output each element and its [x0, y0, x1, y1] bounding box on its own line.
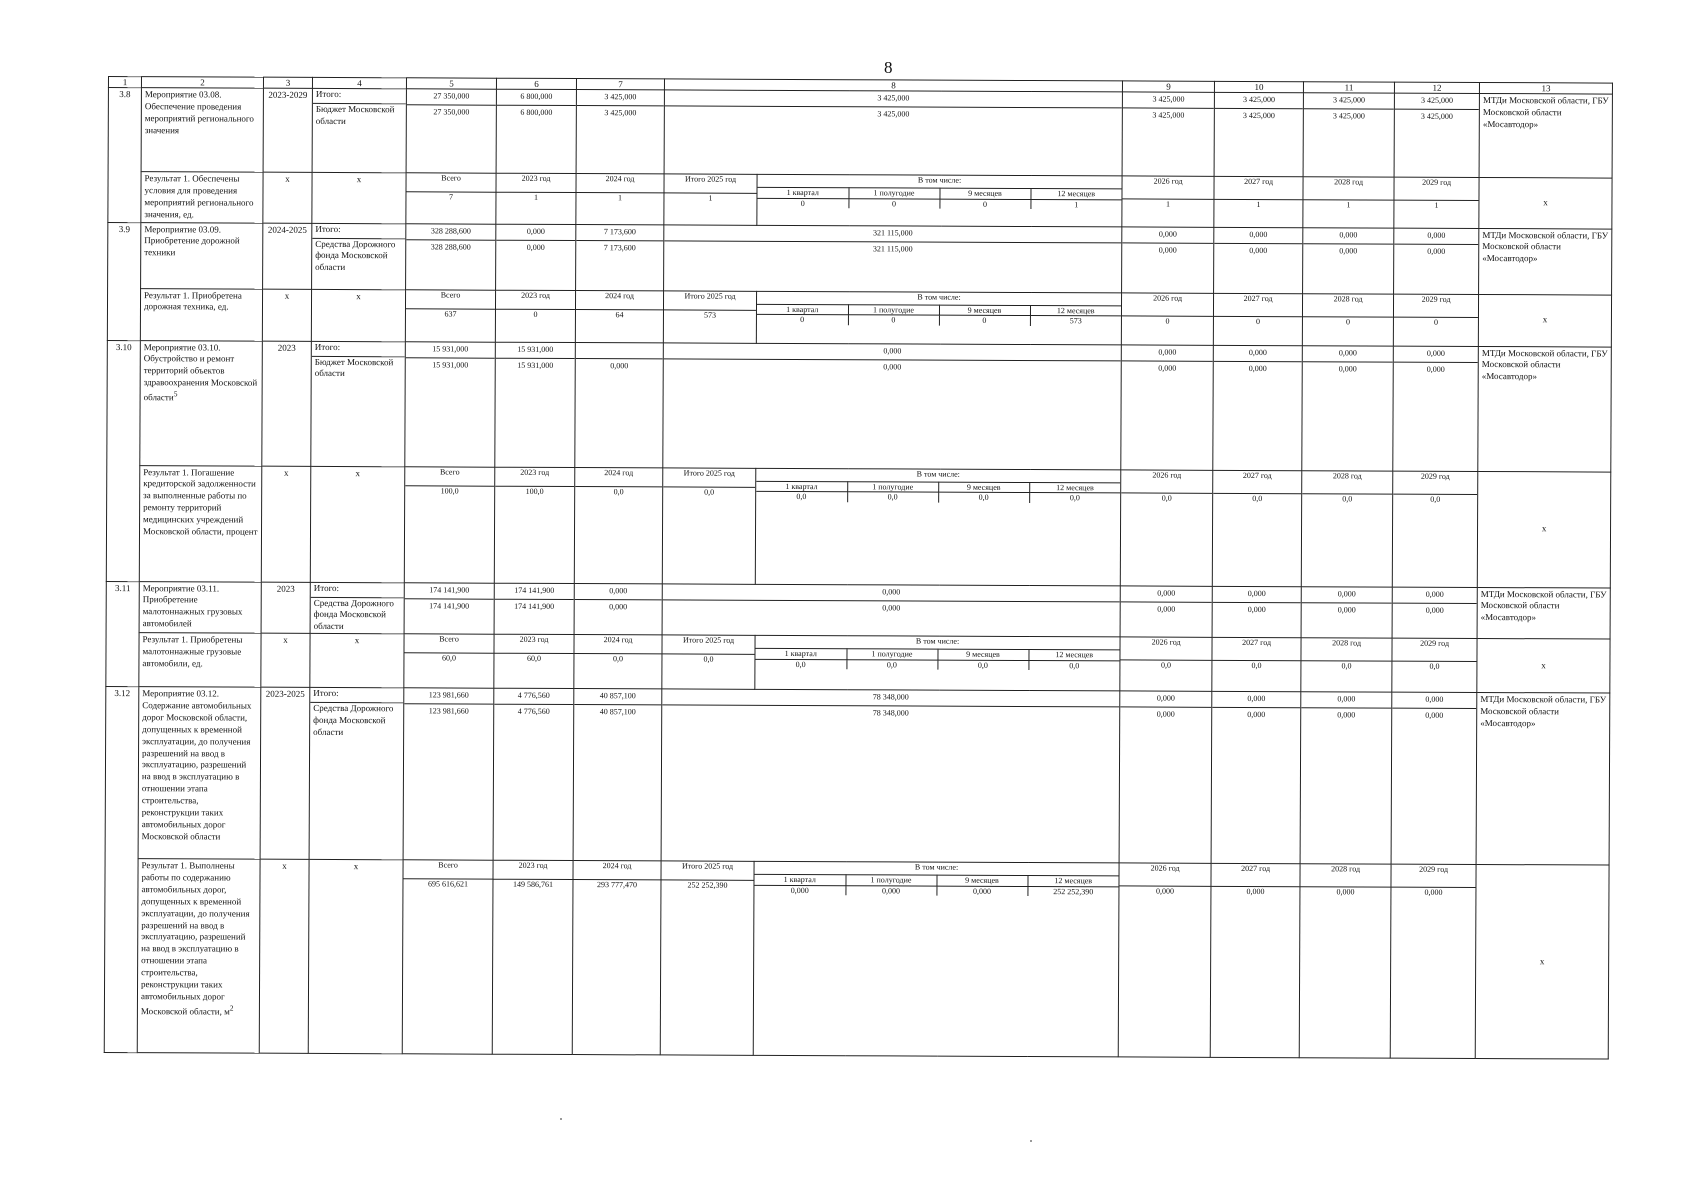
col-number: 1	[108, 77, 141, 88]
result-value: 0,0	[1121, 492, 1212, 502]
amount-total-line: 0,000	[1301, 692, 1391, 708]
result-value: 0,0	[1212, 660, 1300, 670]
amount-total-line: 27 350,000	[407, 89, 496, 105]
result-header: 2029 год	[1393, 639, 1477, 662]
result-value: 60,0	[494, 653, 573, 663]
event-title: Мероприятие 03.09. Приобретение дорожной техники	[141, 222, 263, 289]
amount-source-line: 40 857,100	[599, 707, 636, 717]
amount-source-line: 0,000	[1425, 710, 1444, 720]
result-header: 2023 год	[496, 174, 575, 193]
amount-total-line: 174 141,900	[495, 583, 574, 599]
funding-source: Итого: Бюджет Московской области	[311, 341, 406, 466]
result-value: 0,0	[575, 486, 662, 496]
amount-2025: 0,000 0,000	[662, 583, 1120, 637]
result-header: 2029 год	[1394, 294, 1478, 317]
result-value: 0,0	[1302, 493, 1392, 503]
result-header: 2026 год	[1121, 638, 1212, 661]
result-label: Результат 1. Выполнены работы по содержанию автомобильных дорог, допущенных к временной эксплуатации, до получения разрешений на ввод в эксплуатацию, разрешений на ввод в эксплуатацию в отношении этапа строительства, реконструкции таких автомобильных дорог Московской области, $м^2$	[137, 859, 260, 1054]
result-value: 573	[664, 309, 756, 319]
amount-source-line: 7 173,600	[603, 242, 636, 252]
result-value: 0,0	[1393, 494, 1477, 504]
amount-source-line: 0,000	[610, 360, 629, 370]
funding-source: Итого: Средства Дорожного фонда Московской области	[310, 582, 404, 634]
funding-source: Итого: Средства Дорожного фонда Московской области	[312, 223, 406, 289]
amount-2025: 78 348,000 78 348,000	[661, 689, 1120, 863]
col-number: 6	[496, 78, 576, 89]
result-value: 0,0	[1392, 661, 1476, 671]
result-value: 1	[1303, 200, 1393, 210]
result-header: 2024 год	[576, 174, 663, 193]
event-row	[108, 222, 1612, 295]
amount-source-line: 15 931,000	[517, 360, 554, 370]
scan-speck	[560, 1118, 562, 1120]
amount-source-line: 174 141,900	[429, 600, 470, 611]
result-header: 2028 год	[1303, 294, 1393, 317]
result-value: 0	[1214, 316, 1302, 326]
col-number: 7	[576, 79, 664, 90]
amount-source-line: 0,000	[1247, 710, 1266, 720]
col-number: 12	[1394, 82, 1479, 93]
result-header: 2024 год	[575, 468, 662, 487]
result-header: Всего	[406, 173, 495, 192]
funding-source: Итого: Средства Дорожного фонда Московской области	[309, 688, 404, 860]
including-header: В том числе:	[757, 291, 1121, 305]
result-value: 0,0	[574, 654, 661, 664]
result-value: 0,000	[1391, 887, 1475, 897]
amount-source-line: 123 981,660	[428, 706, 469, 716]
event-period: 2023	[261, 582, 310, 634]
amount-total-line: 15 931,000	[406, 342, 495, 358]
amount-total-line: 0,000	[1121, 586, 1212, 602]
amount-source-line: 0,000	[609, 601, 628, 611]
x-mark: х	[308, 860, 403, 1054]
result-value: 149 586,761	[493, 879, 572, 889]
including-header: В том числе:	[755, 862, 1119, 876]
result-value: 1	[1214, 199, 1302, 209]
responsible-executor: МТДи Московской области, ГБУ Московской области «Мосавтодор»	[1476, 693, 1610, 866]
amount-source-line: 0,000	[1337, 604, 1356, 614]
amount-source-line: 0,000	[1248, 363, 1267, 373]
amount-total-line: 0,000	[1122, 345, 1213, 361]
result-header: Итого 2025 год	[663, 468, 755, 487]
amount-source-line: 15 931,000	[432, 359, 469, 370]
x-mark: х	[1475, 865, 1609, 1060]
responsible-executor: МТДи Московской области, ГБУ Московской области «Мосавтодор»	[1479, 93, 1612, 178]
result-value: 252 252,390	[661, 880, 753, 890]
result-value: 1	[1122, 199, 1213, 209]
col-number: 3	[263, 77, 312, 88]
amount-total-line: 6 800,000	[497, 90, 576, 106]
result-value: 100,0	[495, 486, 574, 496]
x-mark: х	[1478, 294, 1611, 347]
amount-total-line	[576, 343, 663, 359]
amount-total-line: 15 931,000	[496, 342, 575, 358]
event-period: 2024-2025	[263, 223, 312, 289]
result-value: 695 616,621	[403, 879, 492, 889]
event-title: Мероприятие 03.10. Обустройство и ремонт территорий объектов здравоохранения Московской области$^5$	[140, 340, 263, 466]
result-header: 2026 год	[1120, 864, 1211, 887]
result-header: 2023 год	[493, 861, 572, 880]
result-value: 60,0	[404, 653, 493, 663]
amount-source-line: 0,000	[1426, 364, 1445, 374]
x-mark: х	[261, 633, 310, 687]
amount-total-line: 0,000	[575, 584, 662, 600]
event-number: 3.11	[106, 581, 139, 687]
event-title: Мероприятие 03.11. Приобретение малотоннажных грузовых автомобилей	[139, 581, 261, 633]
event-number: 3.9	[107, 222, 141, 340]
result-header: Итого 2025 год	[661, 862, 753, 881]
col-number: 9	[1122, 81, 1214, 92]
result-header: 2029 год	[1392, 865, 1476, 888]
amount-total-line: 0,000	[1213, 586, 1301, 602]
amount-source-line: 27 350,000	[433, 107, 470, 117]
x-mark: х	[310, 466, 405, 582]
amount-source-line: 6 800,000	[520, 107, 553, 117]
responsible-executor: МТДи Московской области, ГБУ Московской области «Мосавтодор»	[1478, 346, 1612, 472]
amount-source-line: 3 425,000	[1332, 111, 1365, 121]
col-number: 4	[312, 77, 406, 88]
amount-total-line: 0,000	[1302, 587, 1392, 603]
result-header: 2028 год	[1302, 638, 1392, 661]
amount-source-line: 3 425,000	[1242, 110, 1275, 121]
amount-total-line: 3 425,000	[1215, 93, 1303, 109]
x-mark: х	[261, 466, 311, 582]
result-value: 0,000	[1119, 886, 1210, 896]
amount-total-line: 174 141,900	[405, 583, 494, 599]
result-header: 2026 год	[1121, 470, 1212, 493]
result-value: 1	[576, 193, 663, 203]
amount-total-line: 328 288,600	[406, 224, 495, 240]
result-header: Всего	[405, 467, 494, 486]
amount-source-line: 0,000	[1157, 604, 1176, 614]
event-row	[108, 88, 1612, 179]
x-mark: х	[262, 289, 311, 341]
x-mark: х	[1479, 177, 1612, 228]
result-row: Результат 1. Приобретены малотоннажные грузовые автомобили, ед. х х Всего 60,0 2023 год 60,0 2024 год 0,0 Итого 2025 год 0,0 В том числе: 1 квартал 1 полугодие 9 месяцев 12 месяцев 0,0 0,0 0,0 0,0 2026 год 0,0 2027 год 0,0 2028 год 0,0 2029 год 0,0 х	[106, 633, 1610, 694]
funding-source: Итого: Бюджет Московской области	[312, 88, 406, 172]
page-number: 8	[884, 58, 893, 77]
result-value: 1	[1394, 200, 1478, 210]
result-value: 0	[1122, 315, 1213, 325]
result-header: 2029 год	[1395, 178, 1479, 201]
amount-source-line: 328 288,600	[430, 241, 471, 252]
result-value: 0,0	[663, 486, 755, 496]
amount-source-line: 174 141,900	[514, 601, 555, 611]
result-value: 0,0	[1301, 661, 1391, 671]
amount-total-line: 40 857,100	[574, 689, 661, 705]
event-period: 2023	[262, 341, 312, 466]
result-row: Результат 1. Погашение кредиторской задолженности за выполненные работы по ремонту территорий медицинских учреждений Московской области, процент х х Всего 100,0 2023 год 100,0 2024 год 0,0 Итого 2025 год 0,0 В том числе: 1 квартал 1 полугодие 9 месяцев 12 месяцев 0,0 0,0 0,0 0,0 2026 год 0,0 2027 год 0,0 2028 год 0,0 2029 год 0,0 х	[106, 465, 1611, 588]
result-header: Всего	[403, 860, 492, 879]
result-value: 100,0	[405, 485, 494, 495]
program-events-table	[104, 76, 1613, 1060]
x-mark: х	[312, 172, 406, 223]
amount-total-line: 0,000	[1214, 345, 1302, 361]
responsible-executor: МТДи Московской области, ГБУ Московской области «Мосавтодор»	[1477, 587, 1610, 639]
result-header: 2028 год	[1301, 864, 1391, 887]
result-value: 0	[1394, 317, 1478, 327]
col-number: 2	[141, 77, 263, 89]
amount-source-line: 0,000	[1158, 245, 1177, 255]
x-mark: х	[263, 172, 312, 223]
amount-source-line: 3 425,000	[1152, 110, 1185, 120]
result-header: 2024 год	[574, 635, 661, 654]
result-header: 2027 год	[1212, 864, 1300, 887]
result-header: 2028 год	[1302, 471, 1392, 494]
result-header: 2027 год	[1213, 470, 1301, 493]
event-row	[106, 581, 1610, 639]
amount-total-line: 3 425,000	[1395, 94, 1479, 110]
x-mark: х	[259, 859, 309, 1053]
amount-source-line: 0,000	[1247, 604, 1266, 614]
x-mark: х	[311, 289, 405, 341]
event-number: 3.8	[108, 88, 142, 223]
amount-total-line: 7 173,600	[576, 225, 663, 241]
amount-2025: 321 115,000 321 115,000	[664, 224, 1122, 292]
result-value: 0,000	[1211, 886, 1299, 896]
result-value: 64	[576, 309, 663, 319]
result-header: 2024 год	[576, 291, 663, 310]
amount-total-line: 0,000	[1120, 692, 1211, 708]
amount-total-line: 0,000	[1212, 692, 1300, 708]
result-value: 0,0	[662, 654, 754, 664]
result-header: 2027 год	[1213, 638, 1301, 661]
amount-total-line: 123 981,660	[404, 688, 493, 704]
amount-total-line: 0,000	[1214, 227, 1302, 243]
col-number: 5	[406, 78, 496, 89]
amount-source-line: 4 776,560	[517, 706, 550, 717]
amount-source-line: 0,000	[1339, 245, 1358, 255]
event-number: 3.12	[104, 687, 139, 1053]
amount-total-line: 0,000	[496, 224, 575, 240]
result-header: 2028 год	[1304, 177, 1394, 200]
amount-source-line: 0,000	[1156, 709, 1175, 719]
result-header: 2023 год	[495, 467, 574, 486]
result-header: 2027 год	[1214, 293, 1302, 316]
result-value: 0,000	[1300, 887, 1390, 897]
result-label: Результат 1. Обеспечены условия для проведения мероприятий регионального значения, ед.	[141, 172, 263, 223]
x-mark: х	[1477, 639, 1610, 694]
amount-source-line: 0,000	[1249, 245, 1268, 255]
event-row	[105, 687, 1610, 866]
event-period: 2023-2029	[263, 88, 312, 172]
result-value: 0	[496, 309, 575, 319]
result-header: 2029 год	[1393, 471, 1477, 494]
responsible-executor: МТДи Московской области, ГБУ Московской области «Мосавтодор»	[1479, 228, 1612, 295]
result-row: Результат 1. Обеспечены условия для проведения мероприятий регионального значения, ед. х х Всего 7 2023 год 1 2024 год 1 Итого 2025 год 1 В том числе: 1 квартал 1 полугодие 9 месяцев 12 месяцев 0 0 0 1 2026 год 1 2027 год 1 2028 год 1 2029 год 1 х	[108, 172, 1612, 229]
amount-source-line: 0,000	[1427, 246, 1446, 256]
result-header: Всего	[406, 290, 495, 309]
result-value: 293 777,470	[573, 880, 660, 890]
event-title: Мероприятие 03.08. Обеспечение проведения мероприятий регионального значения	[141, 88, 263, 173]
result-row: Результат 1. Выполнены работы по содержанию автомобильных дорог, допущенных к временной эксплуатации, до получения разрешений на ввод в эксплуатацию, разрешений на ввод в эксплуатацию в отношении этапа строительства, реконструкции таких автомобильных дорог Московской области, $м^2$ х х Всего 695 616,621 2023 год 149 586,761 2024 год 293 777,470 Итого 2025 год 252 252,390 В том числе: 1 квартал 1 полугодие 9 месяцев 12 месяцев 0,000 0,000 0,000 252 252,390 2026 год 0,000 2027 год 0,000 2028 год 0,000 2029 год 0,000 х	[104, 859, 1609, 1060]
result-value: 0,0	[1120, 660, 1211, 670]
result-header: Итого 2025 год	[662, 636, 754, 655]
including-header: В том числе:	[756, 468, 1120, 482]
result-value: 0	[1303, 316, 1393, 326]
result-value: 1	[496, 192, 575, 202]
amount-total-line: 3 425,000	[577, 90, 664, 106]
including-header: В том числе:	[758, 175, 1122, 189]
amount-2025: 0,000 0,000	[663, 342, 1122, 469]
x-mark: х	[310, 634, 404, 688]
x-mark: х	[1477, 471, 1611, 588]
result-header: 2023 год	[494, 635, 573, 654]
result-header: Итого 2025 год	[664, 291, 756, 310]
result-header: 2026 год	[1122, 293, 1213, 316]
amount-source-line: 3 425,000	[604, 108, 637, 118]
amount-total-line: 4 776,560	[494, 689, 573, 705]
result-row: Результат 1. Приобретена дорожная техника, ед. х х Всего 637 2023 год 0 2024 год 64 Итого 2025 год 573 В том числе: 1 квартал 1 полугодие 9 месяцев 12 месяцев 0 0 0 573 2026 год 0 2027 год 0 2028 год 0 2029 год 0 х	[107, 288, 1611, 347]
amount-source-line: 0,000	[1158, 363, 1177, 373]
result-value: 7	[406, 192, 495, 202]
amount-source-line: 0,000	[1337, 710, 1356, 720]
result-header: Всего	[404, 634, 493, 653]
amount-total-line: 0,000	[1394, 346, 1478, 362]
including-header: В том числе:	[756, 636, 1120, 650]
amount-total-line: 0,000	[1122, 227, 1213, 243]
scan-speck	[1030, 1140, 1032, 1142]
amount-total-line: 3 425,000	[1304, 93, 1394, 109]
result-label: Результат 1. Приобретены малотоннажные грузовые автомобили, ед.	[139, 633, 261, 688]
amount-total-line: 0,000	[1303, 228, 1393, 244]
event-row	[107, 340, 1612, 472]
result-header: 2024 год	[573, 861, 660, 880]
result-value: 1	[664, 193, 756, 203]
result-label: Результат 1. Погашение кредиторской задолженности за выполненные работы по ремонту территорий медицинских учреждений Московской области, процент	[139, 465, 262, 582]
result-value: 637	[406, 308, 495, 318]
result-header: 2027 год	[1215, 177, 1303, 200]
col-number: 11	[1303, 82, 1394, 93]
col-number: 10	[1214, 81, 1303, 92]
amount-source-line: 0,000	[526, 242, 545, 252]
amount-total-line: 0,000	[1392, 693, 1476, 709]
event-number: 3.10	[106, 340, 140, 581]
amount-total-line: 0,000	[1393, 587, 1477, 603]
col-number: 8	[664, 79, 1122, 92]
amount-total-line: 0,000	[1303, 346, 1393, 362]
result-header: 2023 год	[496, 290, 575, 309]
amount-2025: 3 425,000 3 425,000	[664, 90, 1122, 176]
event-period: 2023-2025	[260, 687, 310, 859]
result-header: Итого 2025 год	[664, 174, 756, 193]
col-number: 13	[1479, 82, 1612, 94]
amount-source-line: 0,000	[1425, 605, 1444, 615]
amount-total-line: 0,000	[1394, 228, 1478, 244]
amount-total-line: 3 425,000	[1123, 92, 1214, 108]
event-title: Мероприятие 03.12. Содержание автомобильных дорог Московской области, допущенных к временной эксплуатации, до получения разрешений на ввод в эксплуатацию, разрешений на ввод в эксплуатацию в отношении этапа строительства, реконструкции таких автомобильных дорог Московской области	[138, 687, 261, 860]
result-header: 2026 год	[1123, 176, 1214, 199]
amount-source-line: 3 425,000	[1420, 111, 1453, 121]
amount-source-line: 0,000	[1338, 363, 1357, 373]
result-value: 0,0	[1213, 493, 1301, 503]
result-label: Результат 1. Приобретена дорожная техника, ед.	[140, 288, 262, 341]
